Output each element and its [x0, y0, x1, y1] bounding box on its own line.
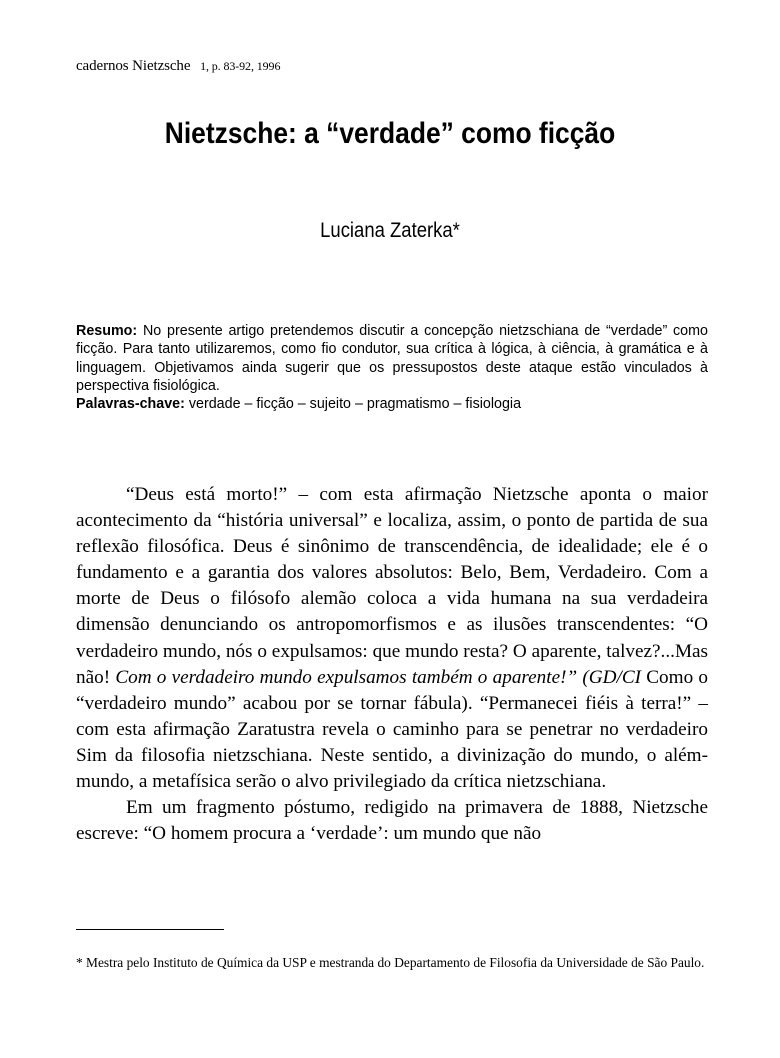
- issue-pages: 1, p. 83-92, 1996: [200, 59, 281, 73]
- footnote: * Mestra pelo Instituto de Química da USP e mestranda do Departamento de Filosofia da Universidade de São Paulo.: [76, 955, 705, 970]
- keywords-text: verdade – ficção – sujeito – pragmatismo – fisiologia: [184, 396, 522, 413]
- abstract-paragraph: [76, 322, 708, 395]
- author-name: Luciana Zaterka*: [320, 219, 460, 242]
- keywords-paragraph: [76, 395, 708, 413]
- journal-name: cadernos Nietzsche: [76, 58, 191, 74]
- abstract-label: Resumo:: [76, 323, 138, 339]
- body-paragraph-1: [76, 482, 708, 795]
- body-paragraph-2: Em um fragmento póstumo, redigido na primavera de 1888, Nietzsche escreve: “O homem procura a ‘verdade’: um mundo que não: [76, 797, 708, 845]
- footnote-rule: [76, 929, 224, 930]
- p1-text-b: Como o “verdadeiro mundo” acabou por se tornar fábula). “Permanecei fiéis à terra!” – com esta afirmação Zaratustra revela o caminho para se penetrar no verdadeiro Sim da filosofia nietzschiana. Neste sentido, a divinização do mundo, o além-mundo, a metafísica serão o alvo privilegiado da crítica nietzschiana.: [76, 666, 708, 793]
- abstract-text: No presente artigo pretendemos discutir a concepção nietzschiana de “verdade” como ficção. Para tanto utilizaremos, como fio condutor, sua crítica à lógica, à ciência, à gramática e à linguagem. Objetivamos ainda sugerir que os pressupostos deste ataque estão vinculados à perspectiva fisiológica.: [76, 323, 708, 394]
- p1-italic-quote: Com o verdadeiro mundo expulsamos também o aparente!” (GD/CI: [115, 666, 642, 688]
- article-body: [76, 482, 708, 847]
- p1-text-a: “Deus está morto!” – com esta afirmação Nietzsche aponta o maior acontecimento da “história universal” e localiza, assim, o ponto de partida de sua reflexão filosófica. Deus é sinônimo de transcendência, de idealidade; ele é o fundamento e a garantia dos valores absolutos: Belo, Bem, Verdadeiro. Com a morte de Deus o filósofo alemão coloca a vida humana na sua verdadeira dimensão denunciando os antropomorfismos e as ilusões transcendentes: “O verdadeiro mundo, nós o expulsamos: que mundo resta? O aparente, talvez?...Mas não!: [76, 484, 708, 688]
- keywords-label: Palavras-chave:: [76, 396, 185, 413]
- article-title: Nietzsche: a “verdade” como ficção: [164, 117, 616, 150]
- running-head: [76, 58, 280, 75]
- abstract-block: [76, 322, 708, 413]
